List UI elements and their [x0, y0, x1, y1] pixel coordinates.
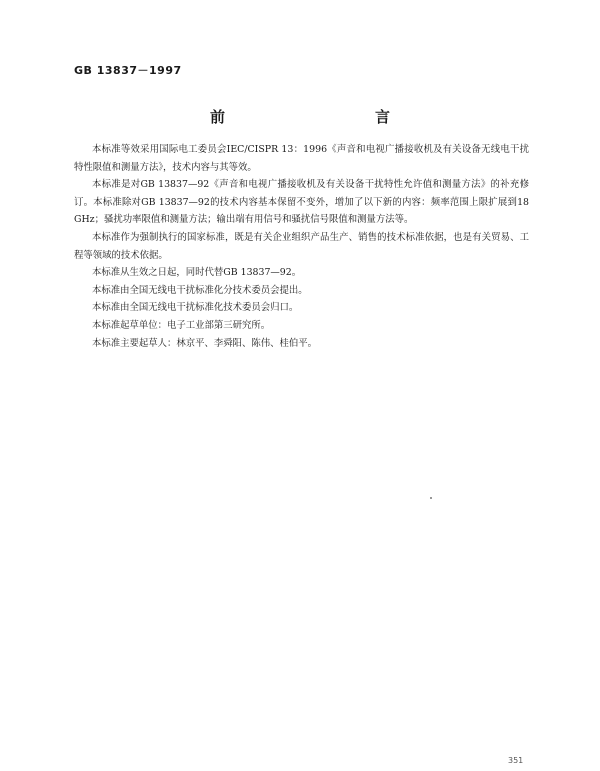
page-number: 351 — [508, 756, 524, 765]
scan-speck — [430, 497, 432, 499]
paragraph-mandatory: 本标准作为强制执行的国家标准，既是有关企业组织产品生产、销售的技术标准依据，也是有关贸易、工程等领域的技术依据。 — [74, 231, 529, 261]
document-code: GB 13837－1997 — [74, 64, 182, 77]
paragraph-proposed-by: 本标准由全国无线电干扰标准化分技术委员会提出。 — [92, 284, 308, 296]
paragraph-revision: 本标准是对GB 13837—92《声音和电视广播接收机及有关设备干扰特性允许值和测量方法》的补充修订。本标准除对GB 13837—92的技术内容基本保留不变外，增加了以下新的内容：频率范围上限扩展到18 GHz；骚扰功率限值和测量方法；输出端有用信号和骚扰信号限值和测量方法等。 — [74, 179, 529, 226]
paragraph-effective: 本标准从生效之日起，同时代替GB 13837—92。 — [92, 267, 302, 279]
foreword-body — [74, 141, 529, 352]
paragraph-adoption: 本标准等效采用国际电工委员会IEC/CISPR 13：1996《声音和电视广播接收机及有关设备无线电干扰特性限值和测量方法》，技术内容与其等效。 — [74, 144, 529, 173]
paragraph-drafting-unit: 本标准起草单位：电子工业部第三研究所。 — [92, 319, 271, 331]
page-title: 前 言 — [209, 108, 430, 126]
paragraph-administered-by: 本标准由全国无线电干扰标准化技术委员会归口。 — [92, 302, 299, 314]
paragraph-drafters: 本标准主要起草人：林京平、李舜阳、陈伟、桂伯平。 — [92, 337, 318, 349]
